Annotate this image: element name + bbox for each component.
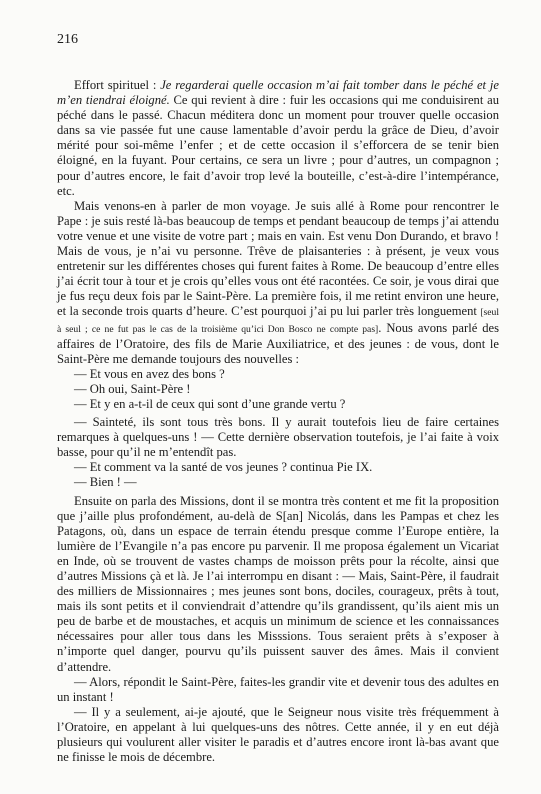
dialogue-line bbox=[57, 415, 499, 460]
dialogue-line bbox=[57, 460, 499, 475]
page-number: 216 bbox=[57, 32, 78, 47]
text-run: Effort spirituel : bbox=[74, 78, 161, 92]
dialogue-line bbox=[57, 382, 499, 397]
text-run: — Et y en a-t-il de ceux qui sont d’une grande vertu ? bbox=[74, 396, 346, 411]
paragraph-voyage-rome bbox=[57, 199, 499, 367]
text-run: Ensuite on parla des Missions, dont il se montra très content et me fit la proposition que j’aille plus profondément, au-delà de S[an] Nicolás, dans les Pampas et chez les Patagons, où, dans un espace de terrain étendu presque comme l’Europe entière, la lumière de l’Evangile n’a pas encore pu parvenir. Il me proposa également un Vicariat en Inde, où se trouvent de vastes champs de moisson prêts pour la récolte, ainsi que d’autres Missions çà et là. Je l’ai interrompu en disant : — Mais, Saint-Père, il faudrait des milliers de Missionnaires ; mes jeunes sont bons, dociles, courageux, prêts à tout, mais ils sont petits et il conviendrait d’attendre qu’ils grandissent, qu’ils aient mis un peu de barbe et de moustaches, et acquis un minimum de science et les connaissances nécessaires pour aller tous dans les Misssions. Tous seraient prêts à s’exposer à n’importe quel danger, pourvu qu’ils puissent sauver des âmes. Mais il convient d’attendre. bbox=[57, 493, 499, 674]
text-run: — Bien ! — bbox=[74, 475, 137, 490]
text-run: Ce qui revient à dire : fuir les occasions qui me conduisirent au péché dans le passé. Chacun méditera donc un moment pour trouver quelle occasion dans sa vie passée fut une cause lamentable d’avoir perdu la grâce de Dieu, d’avoir mérité pour soi-même l’enfer ; et de cette occasion il s’efforcera de se tenir bien éloigné, en la fuyant. Pour certains, ce sera un livre ; pour d’autres, un compagnon ; pour d’autres encore, le fait d’avoir trop levé la bouteille, c’est-à-dire l’intempérance, etc. bbox=[57, 93, 499, 198]
editorial-note: [seul à seul ; ce ne fut pas le cas de la troisième qu’ici Don Bosco ne compte pas] bbox=[57, 307, 499, 335]
dialogue-line bbox=[57, 705, 499, 765]
paragraph-effort-spirituel bbox=[57, 78, 499, 199]
text-run: — Alors, répondit le Saint-Père, faites-les grandir vite et devenir tous des adultes en un instant ! bbox=[57, 674, 499, 704]
text-run: — Oh oui, Saint-Père ! bbox=[74, 381, 191, 396]
italic-text-run: Je regarderai quelle occasion m’ai fait tomber dans le péché et je m’en tiendrai éloigné. bbox=[57, 78, 499, 108]
paragraph-missions bbox=[57, 494, 499, 675]
text-run: — Et comment va la santé de vos jeunes ? continua Pie IX. bbox=[74, 460, 373, 475]
dialogue-line bbox=[57, 397, 499, 412]
dialogue-line bbox=[57, 367, 499, 382]
body-text bbox=[57, 78, 499, 765]
text-run: — Sainteté, ils sont tous très bons. Il y aurait toutefois lieu de faire certaines remarques à quelques-uns ! — Cette dernière observation toutefois, je l’ai faite à voix basse, pour qu’il ne m’entendît pas. bbox=[57, 415, 499, 460]
dialogue-line bbox=[57, 475, 499, 490]
text-run: — Et vous en avez des bons ? bbox=[74, 366, 225, 381]
text-run: — Il y a seulement, ai-je ajouté, que le Seigneur nous visite très fréquemment à l’Oratoire, en appelant à lui quelques-uns des nôtres. Cette année, il y en eut déjà plusieurs qui voulurent aller visiter le paradis et d’autres encore iront là-bas avant que ne finisse le mois de décembre. bbox=[57, 704, 499, 765]
text-run: . Nous avons parlé des affaires de l’Oratoire, des fils de Marie Auxiliatrice, et des jeunes : de vous, dont le Saint-Père me demande toujours des nouvelles : bbox=[57, 320, 499, 366]
text-run: Mais venons-en à parler de mon voyage. Je suis allé à Rome pour rencontrer le Pape : je suis resté là-bas beaucoup de temps et pendant beaucoup de temps j’ai attendu votre venue et une visite de votre part ; mais en vain. Est venu Don Durando, et bravo ! Mais de vous, je n’ai vu personne. Trêve de plaisanteries : à présent, je veux vous entretenir sur les différentes choses qui furent faites à Rome. De beaucoup d’entre elles j’ai écrit tour à tour et je crois qu’elles vous ont été racontées. Ce soir, je vous dirai que je fus reçu deux fois par le Saint-Père. La première fois, il me retint environ une heure, et la seconde trois quarts d’heure. C’est pourquoi j’ai pu lui parler très longuement bbox=[57, 198, 499, 319]
dialogue-line bbox=[57, 675, 499, 705]
